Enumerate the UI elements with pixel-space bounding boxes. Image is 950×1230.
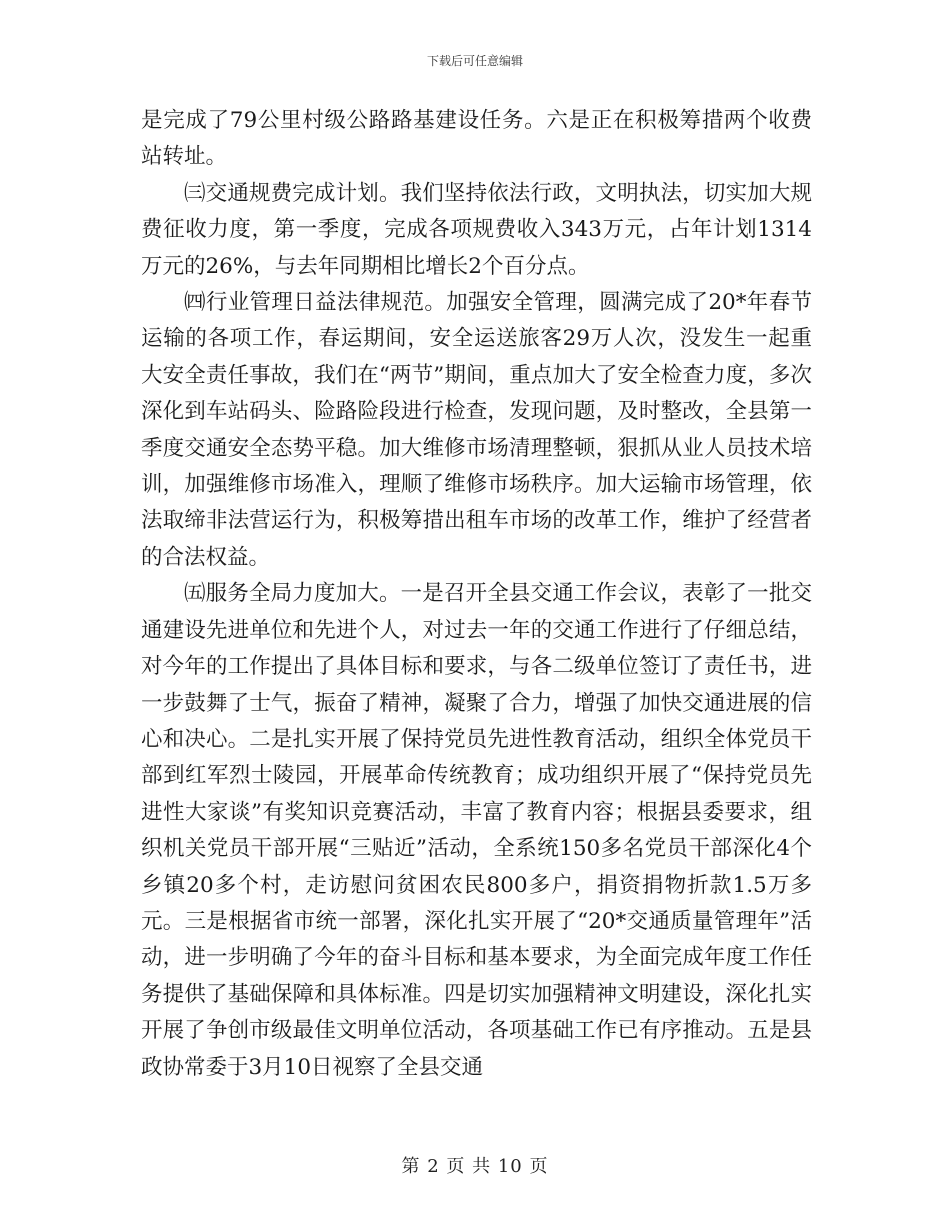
page-header: 下载后可任意编辑 <box>426 54 523 68</box>
document-body <box>141 103 812 1086</box>
page-footer-number: 第 2 页 共 10 页 <box>401 1156 549 1177</box>
paragraph-1: 是完成了79公里村级公路路基建设任务。六是正在积极筹措两个收费站转址。 <box>141 108 812 170</box>
paragraph-3: ㈣行业管理日益法律规范。加强安全管理，圆满完成了20*年春节运输的各项工作，春运期间，安全运送旅客29万人次，没发生一起重大安全责任事故，我们在“两节”期间，重点加大了安全检查力度，多次深化到车站码头、险路险段进行检查，发现问题，及时整改，全县第一季度交通安全态势平稳。加大维修市场清理整顿，狠抓从业人员技术培训，加强维修市场准入，理顺了维修市场秩序。加大运输市场管理，依法取缔非法营运行为，积极筹措出租车市场的改革工作，维护了经营者的合法权益。 <box>141 290 812 570</box>
paragraph-2: ㈢交通规费完成计划。我们坚持依法行政，文明执法，切实加大规费征收力度，第一季度，完成各项规费收入343万元，占年计划1314万元的26%，与去年同期相比增长2个百分点。 <box>141 180 812 279</box>
paragraph-4: ㈤服务全局力度加大。一是召开全县交通工作会议，表彰了一批交通建设先进单位和先进个人，对过去一年的交通工作进行了仔细总结，对今年的工作提出了具体目标和要求，与各二级单位签订了责任书，进一步鼓舞了士气，振奋了精神，凝聚了合力，增强了加快交通进展的信心和决心。二是扎实开展了保持党员先进性教育活动，组织全体党员干部到红军烈士陵园，开展革命传统教育；成功组织开展了“保持党员先进性大家谈”有奖知识竞赛活动，丰富了教育内容；根据县委要求，组织机关党员干部开展“三贴近”活动，全系统150多名党员干部深化4个乡镇20多个村，走访慰问贫困农民800多户，捐资捐物折款1.5万多元。三是根据省市统一部署，深化扎实开展了“20*交通质量管理年”活动，进一步明确了今年的奋斗目标和基本要求，为全面完成年度工作任务提供了基础保障和具体标准。四是切实加强精神文明建设，深化扎实开展了争创市级最佳文明单位活动，各项基础工作已有序推动。五是县政协常委于3月10日视察了全县交通 <box>141 581 812 1080</box>
